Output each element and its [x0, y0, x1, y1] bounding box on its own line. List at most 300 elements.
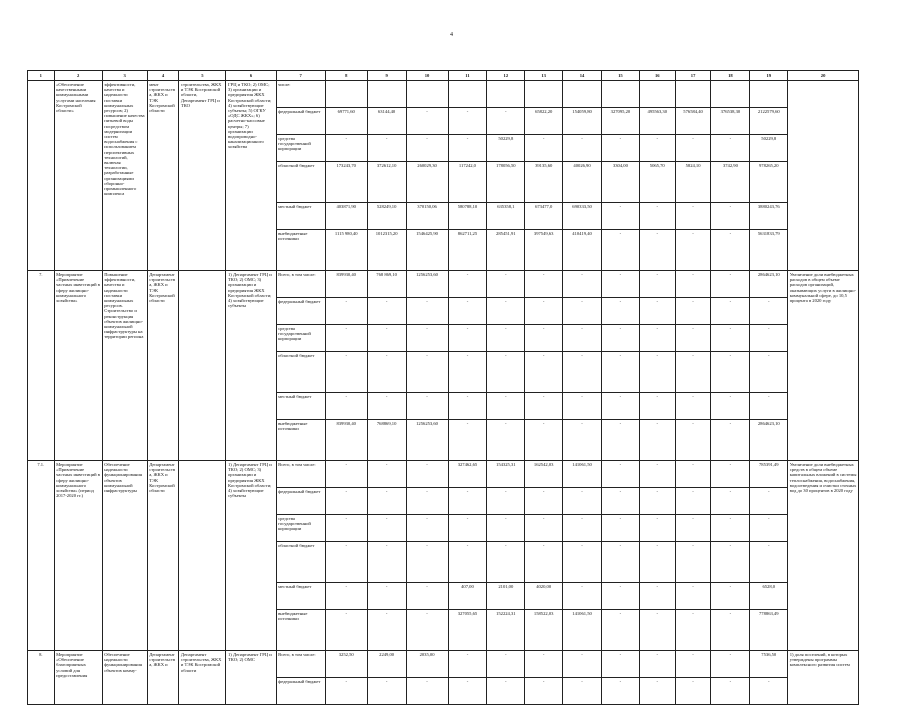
- amount-cell: -: [325, 678, 367, 705]
- amount-cell: -: [675, 352, 711, 393]
- amount-cell: -: [711, 230, 750, 271]
- column-number-header: 12: [487, 71, 525, 81]
- block-c1-cell: 8.: [28, 651, 55, 705]
- amount-cell: -: [601, 325, 639, 352]
- amount-cell: -: [601, 230, 639, 271]
- amount-cell: -: [639, 325, 675, 352]
- amount-cell: 152224,31: [487, 610, 525, 651]
- amount-cell: -: [601, 583, 639, 610]
- amount-cell: 376538,30: [711, 108, 750, 135]
- amount-cell: -: [675, 542, 711, 583]
- amount-cell: 673477,0: [525, 203, 563, 230]
- amount-cell: -: [601, 203, 639, 230]
- header-row: [28, 71, 859, 81]
- amount-cell: -: [639, 271, 675, 298]
- amount-cell: -: [525, 678, 563, 705]
- amount-cell: -: [367, 515, 406, 542]
- funding-source-cell: Всего, в том числе:: [276, 651, 325, 678]
- funding-source-cell: числе:: [276, 81, 325, 108]
- amount-cell: 580788,10: [448, 203, 487, 230]
- amount-cell: -: [675, 230, 711, 271]
- amount-cell: -: [601, 352, 639, 393]
- amount-cell: -: [601, 135, 639, 162]
- amount-cell: -: [711, 461, 750, 488]
- block-c2-cell: «Обеспечение качественными коммунальными услугами населения Костромской области»: [54, 81, 102, 271]
- amount-cell: -: [406, 108, 448, 135]
- amount-cell: 327095,20: [601, 108, 639, 135]
- column-number-header: 7: [276, 71, 325, 81]
- amount-cell: -: [639, 135, 675, 162]
- funding-source-cell: федеральный бюджет: [276, 678, 325, 705]
- block-c5-cell: строительства, ЖКХ и ТЭК Костромской области, Департамент ГРЦ и ТКО: [179, 81, 226, 271]
- amount-cell: -: [448, 678, 487, 705]
- amount-cell: -: [367, 610, 406, 651]
- amount-cell: -: [563, 420, 602, 461]
- table-row: [28, 271, 859, 298]
- amount-cell: -: [563, 583, 602, 610]
- amount-cell: 1012315,20: [367, 230, 406, 271]
- amount-cell: -: [711, 488, 750, 515]
- amount-cell: 285451,91: [487, 230, 525, 271]
- block-c2-cell: Мероприятие «Привлечение частных инвестиций в сферу жилищно-коммунального хозяйства» (период 2017-2020 гг.): [54, 461, 102, 651]
- amount-cell: 327055,65: [448, 610, 487, 651]
- funding-source-cell: внебюджетные источники: [276, 230, 325, 271]
- amount-cell: -: [367, 393, 406, 420]
- block-c4-cell: Департамент строительства, ЖКХ и: [147, 651, 179, 705]
- amount-cell: -: [487, 298, 525, 325]
- amount-cell: -: [406, 515, 448, 542]
- amount-cell: -: [639, 583, 675, 610]
- amount-cell: [711, 81, 750, 108]
- amount-cell: 397549,63: [525, 230, 563, 271]
- amount-cell: -: [675, 203, 711, 230]
- amount-cell: -: [711, 515, 750, 542]
- amount-cell: -: [406, 393, 448, 420]
- amount-cell: 1256253,60: [406, 271, 448, 298]
- column-number-header: 11: [448, 71, 487, 81]
- expected-result-cell: 1) доля поселений, в которых утверждены программы комплексного развития систем: [788, 651, 859, 705]
- expected-result-cell: Увеличение доли внебюджетных расходов в общем объеме расходов организаций, оказывающих услуги в жилищно-коммунальной сфере, до 10,5 процента в 2020 году: [788, 271, 859, 461]
- amount-cell: -: [675, 488, 711, 515]
- amount-cell: -: [448, 298, 487, 325]
- amount-cell: -: [448, 108, 487, 135]
- amount-cell: -: [325, 583, 367, 610]
- amount-cell: 839930,40: [325, 420, 367, 461]
- amount-cell: [406, 81, 448, 108]
- amount-cell: -: [406, 583, 448, 610]
- amount-cell: -: [525, 542, 563, 583]
- amount-cell: -: [367, 298, 406, 325]
- amount-cell: 407,00: [448, 583, 487, 610]
- amount-cell: -: [406, 542, 448, 583]
- funding-source-cell: Всего, в том числе:: [276, 461, 325, 488]
- table-row: [28, 461, 859, 488]
- amount-cell: -: [563, 542, 602, 583]
- column-number-header: 4: [147, 71, 179, 81]
- amount-cell: 768 869,10: [367, 271, 406, 298]
- table-row: [28, 81, 859, 108]
- block-c4-cell: Департамент строительства, ЖКХ и ТЭК Костромской области: [147, 271, 179, 461]
- amount-cell: -: [750, 393, 788, 420]
- amount-cell: -: [675, 271, 711, 298]
- amount-cell: -: [601, 610, 639, 651]
- column-number-header: 16: [639, 71, 675, 81]
- amount-cell: 260029,30: [406, 162, 448, 203]
- amount-cell: -: [639, 678, 675, 705]
- amount-cell: -: [601, 488, 639, 515]
- amount-cell: -: [563, 488, 602, 515]
- amount-cell: -: [367, 542, 406, 583]
- amount-cell: 1115 980,40: [325, 230, 367, 271]
- amount-cell: -: [675, 135, 711, 162]
- expected-result-cell: Увеличение доли внебюджетных средств в общем объеме капитальных вложений в системы теплоснабжения, водоснабжения, водоотведения и очистки сточных вод до 30 процентов в 2020 году: [788, 461, 859, 651]
- block-c5-cell: [179, 271, 226, 461]
- amount-cell: [367, 81, 406, 108]
- amount-cell: 785391,49: [750, 461, 788, 488]
- amount-cell: -: [563, 393, 602, 420]
- amount-cell: 2864623,10: [750, 271, 788, 298]
- amount-cell: -: [325, 135, 367, 162]
- amount-cell: 3252,50: [325, 651, 367, 678]
- column-number-header: 10: [406, 71, 448, 81]
- column-number-header: 19: [750, 71, 788, 81]
- amount-cell: -: [563, 325, 602, 352]
- funding-source-cell: местный бюджет: [276, 393, 325, 420]
- amount-cell: 69771,60: [325, 108, 367, 135]
- amount-cell: -: [525, 651, 563, 678]
- amount-cell: -: [487, 108, 525, 135]
- amount-cell: -: [406, 352, 448, 393]
- amount-cell: -: [487, 651, 525, 678]
- amount-cell: -: [367, 583, 406, 610]
- amount-cell: -: [675, 610, 711, 651]
- amount-cell: 154059,80: [563, 108, 602, 135]
- amount-cell: -: [367, 488, 406, 515]
- amount-cell: -: [525, 325, 563, 352]
- amount-cell: [325, 81, 367, 108]
- amount-cell: -: [487, 420, 525, 461]
- block-c6-cell: 1) Департамент ГРЦ и ТКО; 2) ОМС; 3) организации и предприятия ЖКХ Костромской области; 4) хозяйствующие субъекты: [226, 461, 276, 651]
- block-c1-cell: 7.: [28, 271, 55, 461]
- column-number-header: 15: [601, 71, 639, 81]
- amount-cell: -: [639, 420, 675, 461]
- amount-cell: 327462,65: [448, 461, 487, 488]
- amount-cell: -: [675, 393, 711, 420]
- amount-cell: 370150,06: [406, 203, 448, 230]
- amount-cell: -: [487, 515, 525, 542]
- amount-cell: 39135,60: [525, 162, 563, 203]
- amount-cell: -: [525, 393, 563, 420]
- amount-cell: -: [639, 203, 675, 230]
- amount-cell: -: [487, 678, 525, 705]
- amount-cell: 117242,0: [448, 162, 487, 203]
- column-number-header: 9: [367, 71, 406, 81]
- amount-cell: -: [325, 610, 367, 651]
- amount-cell: 2864623,10: [750, 420, 788, 461]
- amount-cell: -: [487, 325, 525, 352]
- funding-source-cell: федеральный бюджет: [276, 108, 325, 135]
- amount-cell: -: [601, 515, 639, 542]
- column-number-header: 17: [675, 71, 711, 81]
- amount-cell: -: [601, 271, 639, 298]
- amount-cell: 410419,40: [563, 230, 602, 271]
- column-number-header: 5: [179, 71, 226, 81]
- amount-cell: -: [367, 352, 406, 393]
- amount-cell: -: [487, 271, 525, 298]
- amount-cell: 3304,00: [601, 162, 639, 203]
- amount-cell: -: [639, 610, 675, 651]
- amount-cell: -: [448, 515, 487, 542]
- column-number-header: 6: [226, 71, 276, 81]
- column-number-header: 3: [102, 71, 147, 81]
- amount-cell: -: [711, 203, 750, 230]
- column-number-header: 18: [711, 71, 750, 81]
- funding-source-cell: местный бюджет: [276, 203, 325, 230]
- funding-source-cell: внебюджетные источники: [276, 610, 325, 651]
- amount-cell: -: [325, 488, 367, 515]
- amount-cell: -: [750, 325, 788, 352]
- amount-cell: -: [525, 488, 563, 515]
- column-number-header: 13: [525, 71, 563, 81]
- amount-cell: 173243,70: [325, 162, 367, 203]
- amount-cell: -: [639, 352, 675, 393]
- amount-cell: -: [563, 515, 602, 542]
- amount-cell: -: [406, 488, 448, 515]
- amount-cell: -: [563, 352, 602, 393]
- amount-cell: -: [563, 678, 602, 705]
- amount-cell: 768869,10: [367, 420, 406, 461]
- block-c5-cell: Департамент строительства, ЖКХ и ТЭК Костромской области: [179, 651, 226, 705]
- amount-cell: -: [711, 352, 750, 393]
- amount-cell: -: [448, 420, 487, 461]
- amount-cell: -: [711, 583, 750, 610]
- amount-cell: [639, 81, 675, 108]
- amount-cell: 1546425,90: [406, 230, 448, 271]
- amount-cell: -: [448, 393, 487, 420]
- funding-source-cell: Всего, в том числе:: [276, 271, 325, 298]
- amount-cell: -: [525, 352, 563, 393]
- amount-cell: -: [406, 135, 448, 162]
- amount-cell: -: [601, 298, 639, 325]
- amount-cell: -: [750, 352, 788, 393]
- funding-source-cell: средства государственной корпорации: [276, 325, 325, 352]
- amount-cell: -: [406, 461, 448, 488]
- amount-cell: 154325,31: [487, 461, 525, 488]
- amount-cell: 778863,49: [750, 610, 788, 651]
- amount-cell: -: [525, 135, 563, 162]
- amount-cell: 6528,0: [750, 583, 788, 610]
- block-c4-cell: Департамент строительства, ЖКХ и ТЭК Костромской области: [147, 461, 179, 651]
- block-c1-cell: [28, 81, 55, 271]
- amount-cell: -: [563, 298, 602, 325]
- amount-cell: -: [750, 488, 788, 515]
- amount-cell: [563, 81, 602, 108]
- amount-cell: -: [675, 420, 711, 461]
- amount-cell: -: [711, 325, 750, 352]
- amount-cell: -: [563, 271, 602, 298]
- amount-cell: [487, 81, 525, 108]
- amount-cell: -: [325, 542, 367, 583]
- amount-cell: -: [601, 461, 639, 488]
- amount-cell: -: [448, 135, 487, 162]
- amount-cell: -: [406, 678, 448, 705]
- amount-cell: 3880243,76: [750, 203, 788, 230]
- amount-cell: 162542,03: [525, 461, 563, 488]
- funding-source-cell: внебюджетные источники: [276, 420, 325, 461]
- amount-cell: -: [563, 135, 602, 162]
- amount-cell: -: [639, 461, 675, 488]
- amount-cell: 7536,50: [750, 651, 788, 678]
- amount-cell: -: [711, 135, 750, 162]
- column-number-header: 14: [563, 71, 602, 81]
- amount-cell: -: [448, 651, 487, 678]
- amount-cell: -: [367, 461, 406, 488]
- amount-cell: 862711,25: [448, 230, 487, 271]
- amount-cell: [675, 81, 711, 108]
- amount-cell: 5824,10: [675, 162, 711, 203]
- amount-cell: 40026,90: [563, 162, 602, 203]
- amount-cell: -: [601, 651, 639, 678]
- amount-cell: 576584,40: [675, 108, 711, 135]
- amount-cell: -: [750, 678, 788, 705]
- amount-cell: [525, 81, 563, 108]
- amount-cell: -: [711, 393, 750, 420]
- amount-cell: -: [711, 610, 750, 651]
- amount-cell: -: [367, 325, 406, 352]
- table-row: [28, 651, 859, 678]
- column-number-header: 1: [28, 71, 55, 81]
- amount-cell: [601, 81, 639, 108]
- amount-cell: 528249,10: [367, 203, 406, 230]
- amount-cell: 5065,70: [639, 162, 675, 203]
- column-number-header: 20: [788, 71, 859, 81]
- funding-source-cell: областной бюджет: [276, 542, 325, 583]
- amount-cell: -: [525, 271, 563, 298]
- block-c2-cell: Мероприятие «Привлечение частных инвестиций в сферу жилищно-коммунального хозяйства»: [54, 271, 102, 461]
- amount-cell: -: [675, 325, 711, 352]
- column-number-header: 2: [54, 71, 102, 81]
- amount-cell: -: [367, 135, 406, 162]
- amount-cell: -: [406, 298, 448, 325]
- amount-cell: 2035,00: [406, 651, 448, 678]
- amount-cell: -: [367, 678, 406, 705]
- amount-cell: 158522,03: [525, 610, 563, 651]
- amount-cell: -: [325, 352, 367, 393]
- amount-cell: -: [750, 298, 788, 325]
- block-c4-cell: мент строительства, ЖКХ и ТЭК Костромской области: [147, 81, 179, 271]
- amount-cell: -: [406, 610, 448, 651]
- amount-cell: -: [448, 488, 487, 515]
- amount-cell: -: [675, 583, 711, 610]
- amount-cell: 2249,00: [367, 651, 406, 678]
- amount-cell: -: [675, 651, 711, 678]
- amount-cell: -: [601, 420, 639, 461]
- block-c3-cell: Повышение эффективности, качества и надежности поставки коммунальных ресурсов. Строительство и реконструкция объектов жилищно-коммунальной инфраструктуры на территории региона: [102, 271, 147, 461]
- amount-cell: -: [325, 461, 367, 488]
- amount-cell: -: [563, 651, 602, 678]
- amount-cell: 3742,90: [711, 162, 750, 203]
- amount-cell: -: [711, 271, 750, 298]
- amount-cell: 372612,10: [367, 162, 406, 203]
- amount-cell: -: [325, 515, 367, 542]
- amount-cell: -: [448, 352, 487, 393]
- funding-source-cell: федеральный бюджет: [276, 488, 325, 515]
- funding-source-cell: местный бюджет: [276, 583, 325, 610]
- amount-cell: -: [639, 230, 675, 271]
- amount-cell: -: [487, 542, 525, 583]
- amount-cell: -: [639, 651, 675, 678]
- amount-cell: 65822,20: [525, 108, 563, 135]
- block-c1-cell: 7.1.: [28, 461, 55, 651]
- amount-cell: -: [750, 542, 788, 583]
- program-table: [27, 70, 859, 705]
- amount-cell: [448, 81, 487, 108]
- amount-cell: -: [448, 542, 487, 583]
- amount-cell: -: [639, 542, 675, 583]
- block-c5-cell: [179, 461, 226, 651]
- funding-source-cell: областной бюджет: [276, 352, 325, 393]
- amount-cell: 5631833,79: [750, 230, 788, 271]
- amount-cell: -: [601, 393, 639, 420]
- amount-cell: 403871,90: [325, 203, 367, 230]
- amount-cell: 50229,8: [487, 135, 525, 162]
- amount-cell: -: [675, 298, 711, 325]
- amount-cell: -: [639, 488, 675, 515]
- amount-cell: -: [601, 542, 639, 583]
- amount-cell: -: [525, 515, 563, 542]
- amount-cell: -: [711, 678, 750, 705]
- expected-result-cell: [788, 81, 859, 271]
- amount-cell: -: [675, 461, 711, 488]
- funding-source-cell: средства государственной корпорации: [276, 515, 325, 542]
- page-number: 4: [450, 32, 453, 38]
- amount-cell: -: [639, 393, 675, 420]
- amount-cell: -: [448, 325, 487, 352]
- amount-cell: -: [448, 271, 487, 298]
- amount-cell: 690333,50: [563, 203, 602, 230]
- amount-cell: -: [675, 678, 711, 705]
- amount-cell: -: [325, 393, 367, 420]
- amount-cell: -: [711, 420, 750, 461]
- amount-cell: 839930,40: [325, 271, 367, 298]
- amount-cell: -: [711, 651, 750, 678]
- amount-cell: -: [750, 515, 788, 542]
- amount-cell: 2122579,60: [750, 108, 788, 135]
- amount-cell: [750, 81, 788, 108]
- block-c3-cell: Обеспечение надежности функционирования объектов коммунальной инфраструктуры: [102, 461, 147, 651]
- funding-source-cell: федеральный бюджет: [276, 298, 325, 325]
- amount-cell: -: [525, 420, 563, 461]
- amount-cell: -: [711, 542, 750, 583]
- funding-source-cell: областной бюджет: [276, 162, 325, 203]
- block-c3-cell: эффективности, качества и надежности поставки коммунальных ресурсов; 2) повышение качества питьевой воды посредством модернизации систем водоснабжения с использованием перспективных технологий, включая технологии, разработанные организациями оборонно-промышленного комплекса: [102, 81, 147, 271]
- amount-cell: 4020,00: [525, 583, 563, 610]
- amount-cell: -: [675, 515, 711, 542]
- amount-cell: 50229,8: [750, 135, 788, 162]
- amount-cell: -: [525, 298, 563, 325]
- amount-cell: 495563,30: [639, 108, 675, 135]
- amount-cell: 635358,1: [487, 203, 525, 230]
- amount-cell: -: [487, 488, 525, 515]
- amount-cell: -: [639, 298, 675, 325]
- block-c6-cell: ГРЦ и ТКО; 2) ОМС; 3) организации и предприятия ЖКХ Костромской области; 4) хозяйствующие субъекты; 5) ОГКУ «ОДС ЖКХ»; 6) расчетно-кассовые центры; 7) организации водопроводно-канализационного хозяйства: [226, 81, 276, 271]
- amount-cell: 63144,40: [367, 108, 406, 135]
- block-c3-cell: Обеспечение надежности функционирования объектов комму-: [102, 651, 147, 705]
- amount-cell: 2101,00: [487, 583, 525, 610]
- block-c6-cell: 1) Департамент ГРЦ и ТКО; 2) ОМС: [226, 651, 276, 705]
- amount-cell: 141061,50: [563, 610, 602, 651]
- amount-cell: -: [325, 325, 367, 352]
